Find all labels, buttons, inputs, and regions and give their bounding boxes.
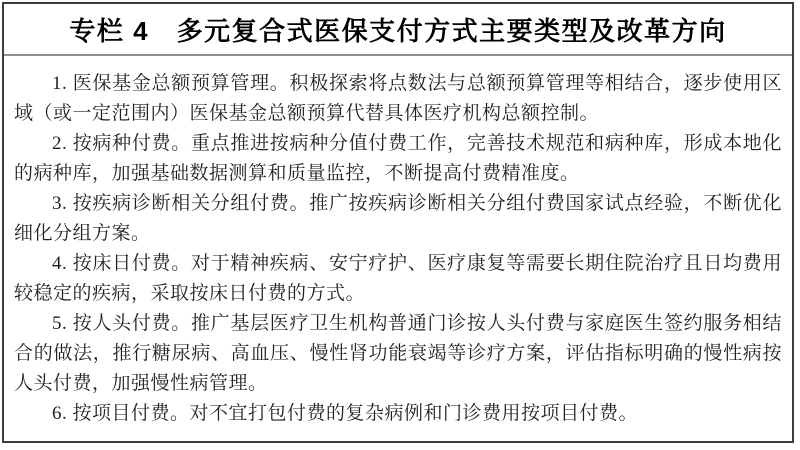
box-paragraph-1: 1. 医保基金总额预算管理。积极探索将点数法与总额预算管理等相结合，逐步使用区域（或一定范围内）医保基金总额预算代替具体医疗机构总额控制。 [14, 73, 782, 124]
document-box [2, 2, 794, 443]
box-paragraph-2: 2. 按病种付费。重点推进按病种分值付费工作，完善技术规范和病种库，形成本地化的病种库，加强基础数据测算和质量监控，不断提高付费精准度。 [14, 133, 782, 184]
box-body [4, 56, 792, 429]
box-title: 专栏 4 多元复合式医保支付方式主要类型及改革方向 [69, 15, 727, 46]
box-paragraph-5: 5. 按人头付费。推广基层医疗卫生机构普通门诊按人头付费与家庭医生签约服务相结合的做法，推行糖尿病、高血压、慢性肾功能衰竭等诊疗方案，评估指标明确的慢性病按人头付费，加强慢性病管理。 [14, 313, 782, 394]
box-paragraph-3: 3. 按疾病诊断相关分组付费。推广按疾病诊断相关分组付费国家试点经验，不断优化细化分组方案。 [14, 193, 782, 244]
box-title-bar [4, 4, 792, 56]
box-paragraph-6: 6. 按项目付费。对不宜打包付费的复杂病例和门诊费用按项目付费。 [52, 403, 639, 424]
box-paragraph-4: 4. 按床日付费。对于精神疾病、安宁疗护、医疗康复等需要长期住院治疗且日均费用较稳定的疾病，采取按床日付费的方式。 [14, 253, 782, 304]
